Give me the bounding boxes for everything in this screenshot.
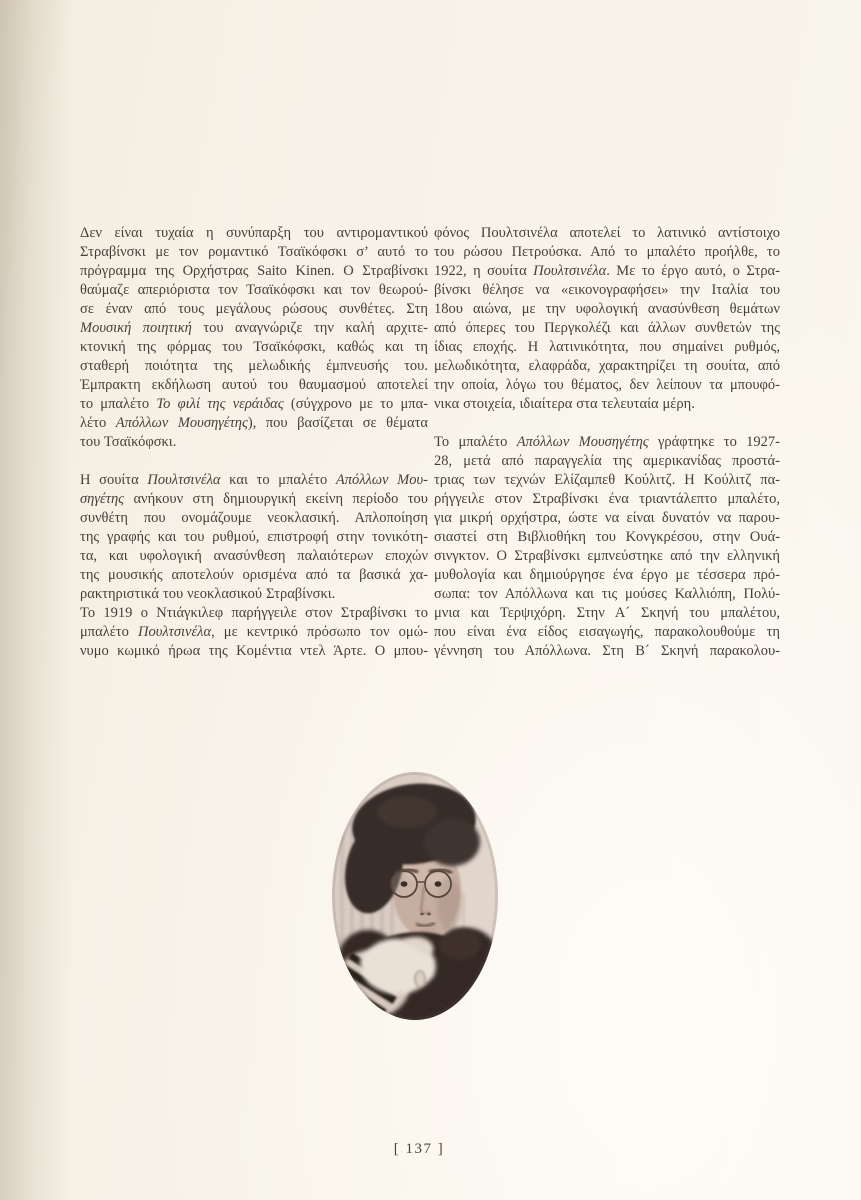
text-column-left: [80, 224, 428, 661]
text-line: φόνος Πουλτσινέλα αποτελεί το λατινικό αντίστοιχο: [434, 225, 780, 241]
text-line: Έμπρακτη εκδήλωση αυτού του θαυμασμού αποτελεί: [80, 377, 428, 393]
text-line: του ρώσου Πετρούσκα. Από το μπαλέτο προήλθε, το: [434, 244, 780, 260]
text-line: κτονική της φόρμας του Τσαϊκόφσκι, καθώς και τη: [80, 339, 428, 355]
text-line: 28, μετά από παραγγελία της αμερικανίδας προστά-: [434, 453, 780, 469]
text-line: πρόγραμμα της Ορχήστρας Saito Kinen. Ο Στραβίνσκι: [80, 263, 428, 279]
text-line: μπαλέτο Πουλτσινέλα, με κεντρικό πρόσωπο τον ομώ-: [80, 624, 428, 640]
portrait-illustration: [332, 772, 498, 1020]
paragraph: [80, 604, 428, 661]
text-line: του Τσαϊκόφσκι.: [80, 434, 177, 450]
text-line: συνθέτη που ονομάζουμε νεοκλασική. Απλοποίηση: [80, 510, 428, 526]
paragraph: [80, 224, 428, 452]
text-line: Το μπαλέτο Απόλλων Μουσηγέτης γράφτηκε το 1927-: [434, 434, 780, 450]
text-line: γέννηση του Απόλλωνα. Στη Β´ Σκηνή παρακολου-: [434, 643, 780, 659]
text-line: Το 1919 ο Ντιάγκιλεφ παρήγγειλε στον Στραβίνσκι το: [80, 605, 428, 621]
text-line: 18ου αιώνα, με την υφολογική ανασύνθεση θεμάτων: [434, 301, 780, 317]
paragraph: [434, 433, 780, 661]
paragraph: [434, 224, 780, 414]
text-line: Δεν είναι τυχαία η συνύπαρξη του αντιρομαντικού: [80, 225, 428, 241]
text-line: σωπα: τον Απόλλωνα και τις μούσες Καλλιόπη, Πολύ-: [434, 586, 780, 602]
text-line: ρακτηριστικά του νεοκλασικού Στραβίνσκι.: [80, 586, 336, 602]
text-line: μνια και Τερψιχόρη. Στην Α´ Σκηνή του μπαλέτου,: [434, 605, 780, 621]
text-line: βίνσκι θέλησε να «εικονογραφήσει» την Ιταλία του: [434, 282, 780, 298]
text-line: νυμο κωμικό ήρωα της Κομέντια ντελ Άρτε. Ο μπου-: [80, 643, 428, 659]
text-line: σε έναν από τους μεγάλους ρώσους συνθέτες. Στη: [80, 301, 428, 317]
text-line: σηγέτης ανήκουν στη δημιουργική εκείνη περίοδο του: [80, 491, 428, 507]
text-line: την οποία, λόγω του θέματος, δεν λείπουν τα μπουφό-: [434, 377, 780, 393]
page-number: [ 137 ]: [393, 1141, 445, 1157]
text-line: μυθολογία και δημιούργησε ένα έργο με τέσσερα πρό-: [434, 567, 780, 583]
text-line: νικα στοιχεία, ιδιαίτερα στα τελευταία μέρη.: [434, 396, 695, 412]
text-line: Στραβίνσκι με τον ρομαντικό Τσαϊκόφσκι σ’ αυτό το: [80, 244, 428, 260]
text-line: τα, και υφολογική ανασύνθεση παλαιότερων εποχών: [80, 548, 428, 564]
text-line: θαύμαζε απεριόριστα τον Τσαϊκόφσκι και τον θεωρού-: [80, 282, 428, 298]
text-line: σιαστεί στη Βιβλιοθήκη του Κονγκρέσου, στην Ουά-: [434, 529, 780, 545]
text-line: το μπαλέτο Το φιλί της νεράιδας (σύγχρονο με το μπα-: [80, 396, 428, 412]
text-line: τριας των τεχνών Ελίζαμπεθ Κούλιτζ. Η Κούλιτζ πα-: [434, 472, 780, 488]
stravinsky-portrait-photo: [332, 772, 498, 1020]
text-line: της γραφής και του ρυθμού, επιστροφή στην τονικότη-: [80, 529, 428, 545]
text-column-right: [434, 224, 780, 661]
text-line: σινγκτον. Ο Στραβίνσκι εμπνεύστηκε από την ελληνική: [434, 548, 780, 564]
text-line: μελωδικότητα, ελαφράδα, χαρακτηρίζει τη σουίτα, από: [434, 358, 780, 374]
text-line: ρήγγειλε στον Στραβίνσκι ένα τριαντάλεπτο μπαλέτο,: [434, 491, 780, 507]
text-line: για μικρή ορχήστρα, ώστε να είναι δυνατόν να παρου-: [434, 510, 780, 526]
text-line: ίδιας εποχής. Η λατινικότητα, που σημαίνει ρυθμός,: [434, 339, 780, 355]
text-line: που είναι ένα είδος εισαγωγής, παρακολουθούμε τη: [434, 624, 780, 640]
text-line: λέτο Απόλλων Μουσηγέτης), που βασίζεται σε θέματα: [80, 415, 428, 431]
text-line: από όπερες του Περγκολέζι και άλλων συνθετών της: [434, 320, 780, 336]
scan-edge-shadow: [0, 0, 72, 1200]
text-line: της μουσικής αποτελούν ορισμένα από τα βασικά χα-: [80, 567, 428, 583]
text-line: σταθερή ποιότητα της μελωδικής έμπνευσής του.: [80, 358, 428, 374]
text-line: Η σουίτα Πουλτσινέλα και το μπαλέτο Απόλλων Μου-: [80, 472, 428, 488]
text-line: Μουσική ποιητική του αναγνώριζε την καλή αρχιτε-: [80, 320, 428, 336]
text-line: 1922, η σουίτα Πουλτσινέλα. Με το έργο αυτό, ο Στρα-: [434, 263, 780, 279]
paragraph: [80, 471, 428, 604]
page-footer: [0, 1140, 838, 1158]
